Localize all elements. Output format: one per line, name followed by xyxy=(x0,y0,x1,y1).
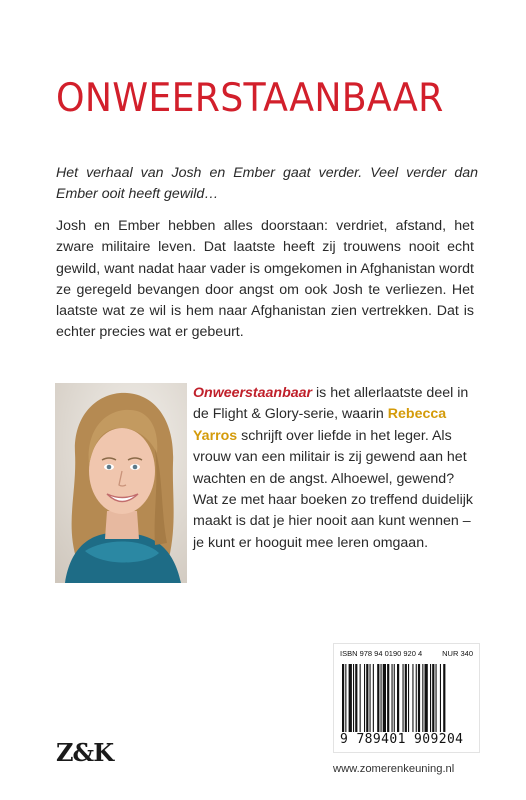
barcode-bar xyxy=(418,664,420,732)
barcode-digits: 9 789401 909204 xyxy=(340,732,464,747)
barcode-bar xyxy=(422,664,423,732)
barcode-bar xyxy=(360,664,361,732)
barcode-bar xyxy=(436,664,437,732)
barcode-bar xyxy=(342,664,344,732)
barcode-bar xyxy=(440,664,441,732)
barcode-bar xyxy=(355,664,357,732)
barcode-panel xyxy=(333,643,480,753)
barcode-bar xyxy=(387,664,389,732)
barcode-bar xyxy=(405,664,407,732)
barcode-bar xyxy=(345,664,346,732)
barcode-bar xyxy=(381,664,382,732)
barcode-bar xyxy=(392,664,393,732)
author-name: Rebecca Yarros xyxy=(193,406,447,444)
barcode-bar xyxy=(383,664,386,732)
blurb-text: Josh en Ember hebben alles doorstaan: verdriet, afstand, het zware militaire leven. Dat laatste heeft zij trouwens nooit echt gewild, want nadat haar vader is omgekomen in Afghanistan wordt ze geregeld bevangen door angst om ook Josh te verliezen. Het laatste wat ze wil is hem naar Afghanistan zien vertrekken. Dat is echter precies wat er gebeurt. xyxy=(56,218,474,341)
publisher-logo: Z&K xyxy=(56,738,114,767)
barcode-bar xyxy=(425,664,428,732)
barcode-header xyxy=(340,649,475,658)
barcode-bar xyxy=(443,664,445,732)
barcode-bar xyxy=(412,664,413,732)
bio-text-part-1: is het allerlaatste deel in de Flight & Glory-serie, waarin xyxy=(193,385,469,423)
author-photo xyxy=(55,383,187,583)
barcode-bar xyxy=(394,664,395,732)
barcode-bar xyxy=(377,664,379,732)
publisher-website: www.zomerenkeuning.nl xyxy=(333,763,455,775)
barcode-bar xyxy=(416,664,417,732)
intro-text: Het verhaal van Josh en Ember gaat verder. Veel verder dan Ember ooit heeft gewild… xyxy=(56,165,478,202)
nur-label: NUR 340 xyxy=(442,649,473,658)
author-bio xyxy=(193,383,475,554)
bio-text-part-2: schrijft over liefde in het leger. Als vrouw van een militair is zij gewend aan het wachten en de angst. Alhoewel, gewend? Wat ze met haar boeken zo treffend duidelijk maakt is dat je hier nooit aan kunt wennen – je kunt er hooguit mee leren omgaan. xyxy=(193,427,473,551)
barcode-bar xyxy=(408,664,409,732)
barcode-bar xyxy=(364,664,365,732)
barcode-bar xyxy=(432,664,434,732)
barcode-bar xyxy=(353,664,354,732)
author-portrait-image xyxy=(55,383,187,583)
barcode-bar xyxy=(373,664,374,732)
barcode-bar xyxy=(397,664,399,732)
book-title: ONWEERSTAANBAAR xyxy=(56,76,444,121)
isbn-label: ISBN 978 94 0190 920 4 xyxy=(340,649,423,658)
barcode-bar xyxy=(430,664,431,732)
bio-book-title: Onweerstaanbaar xyxy=(193,385,313,401)
barcode-bars-icon xyxy=(342,664,474,732)
barcode-bar xyxy=(349,664,352,732)
barcode-bar xyxy=(366,664,368,732)
barcode-bar xyxy=(403,664,404,732)
barcode-bar xyxy=(370,664,371,732)
